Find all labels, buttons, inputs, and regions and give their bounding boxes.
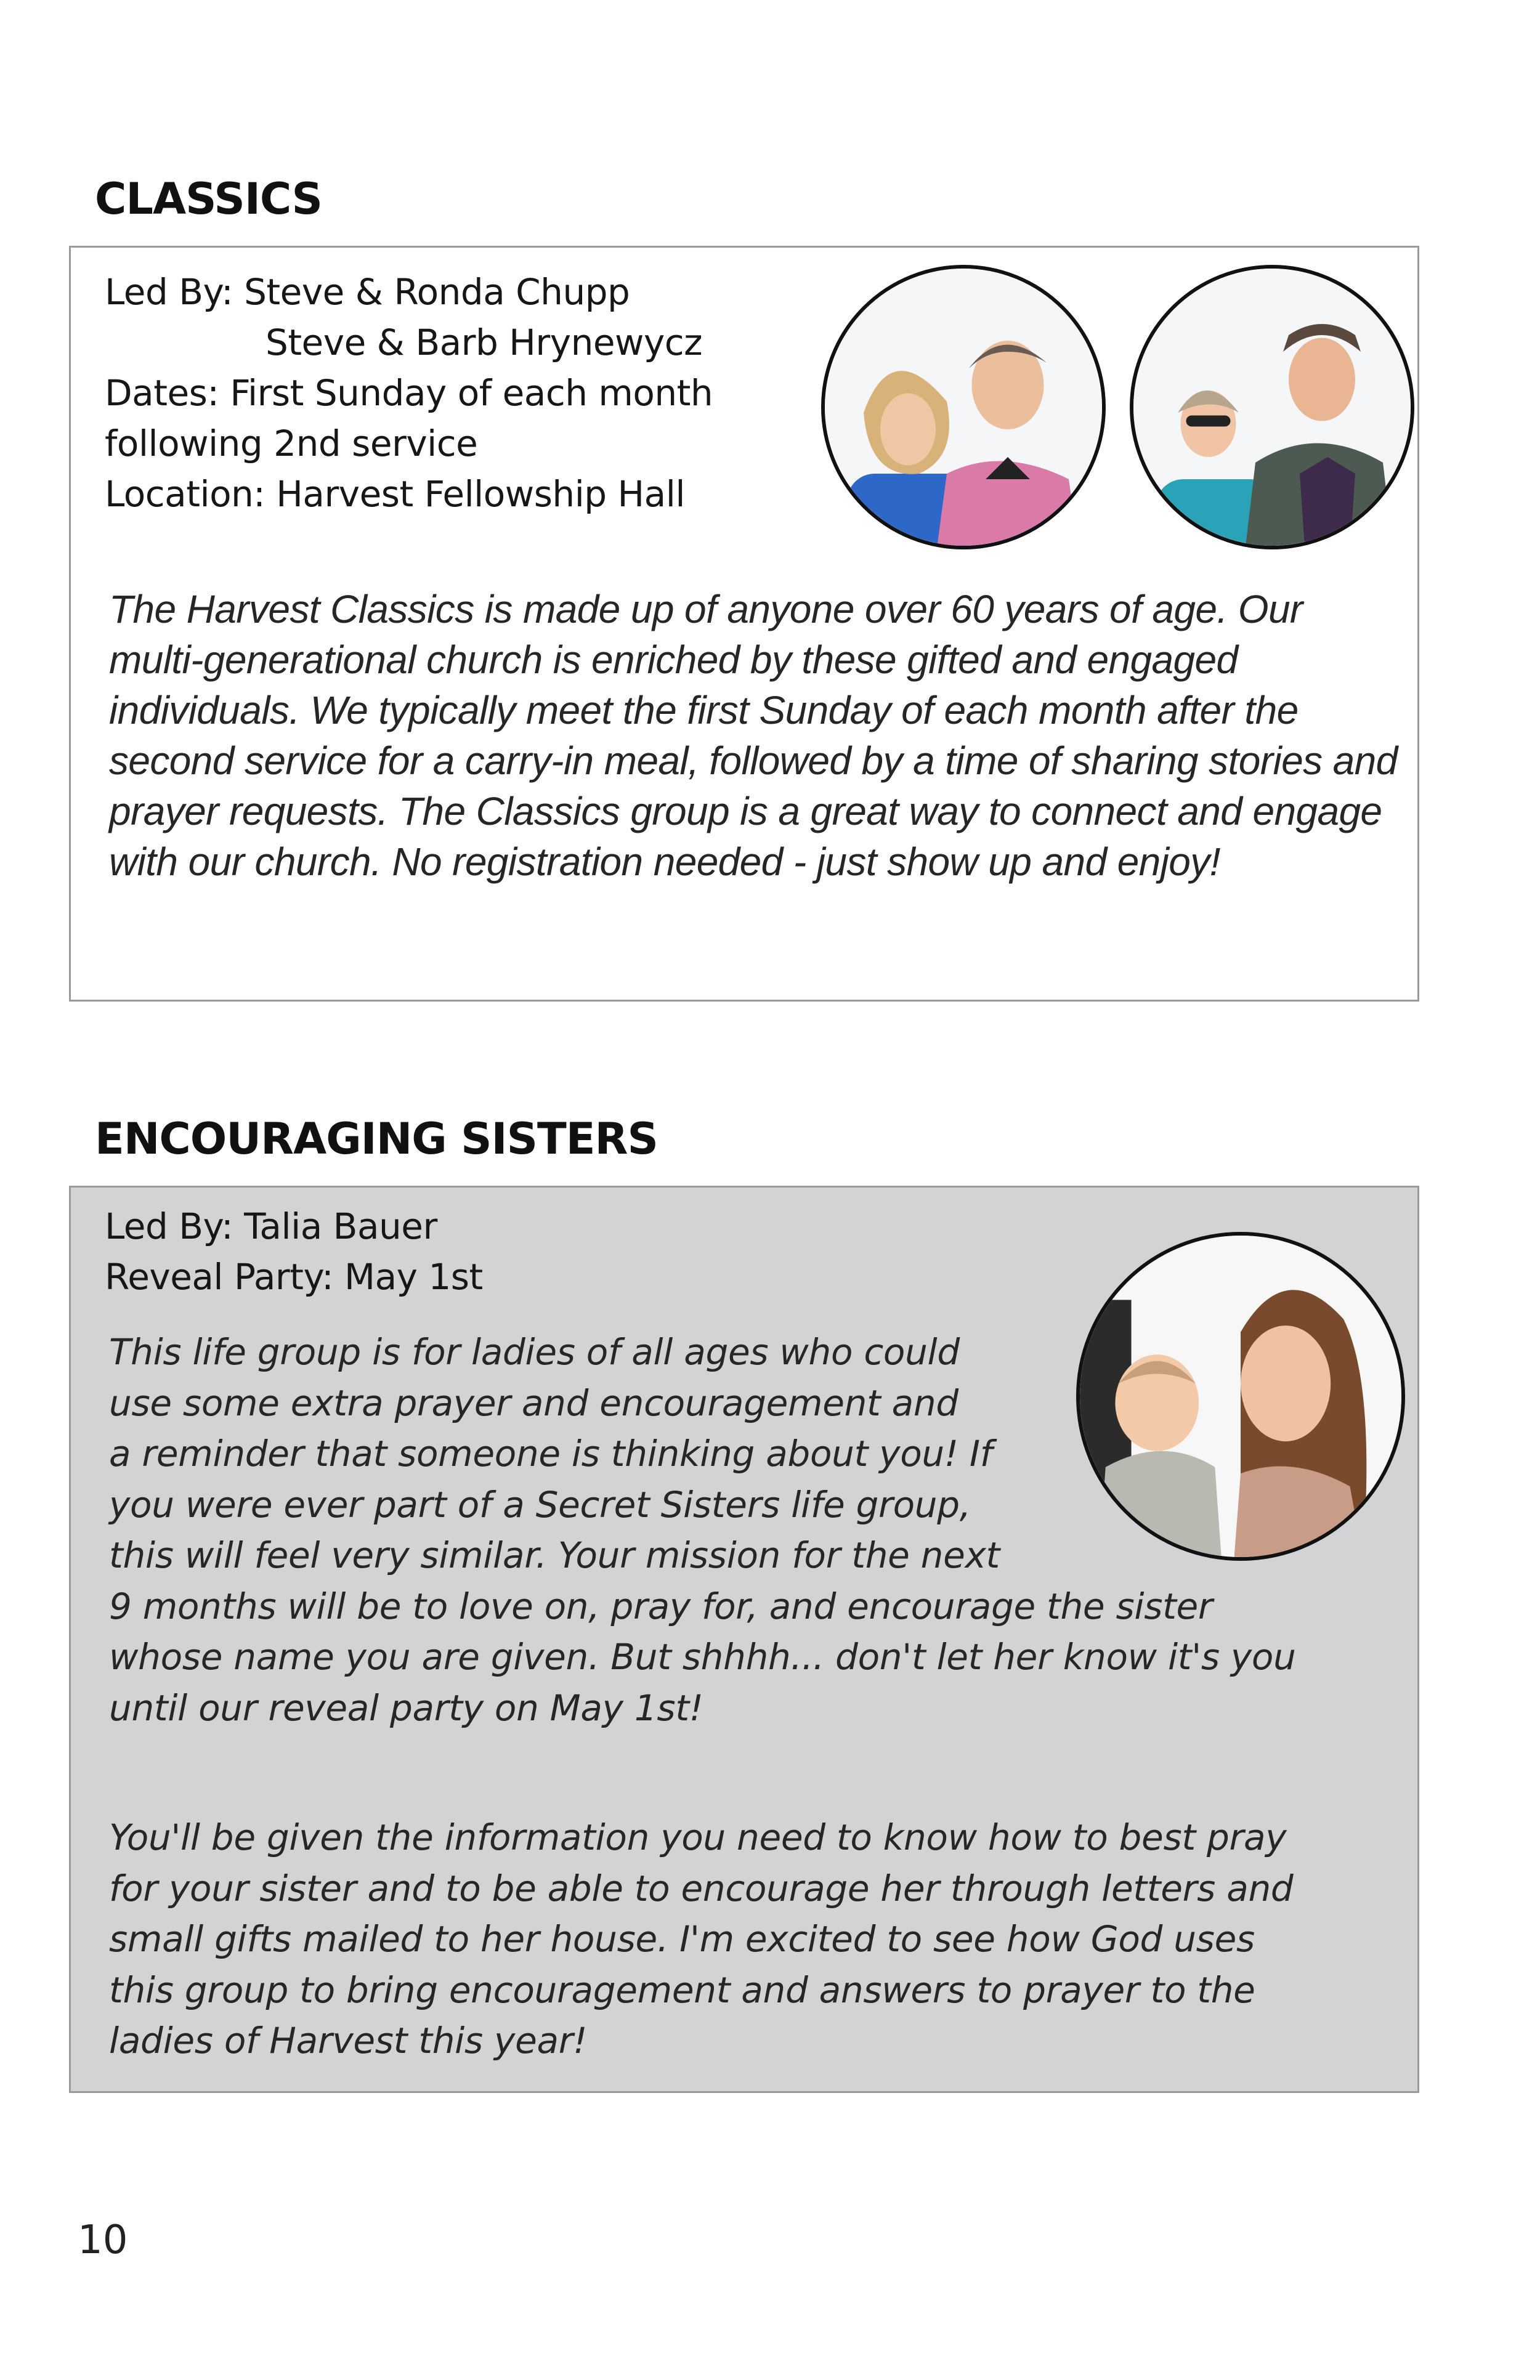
- page-number: 10: [78, 2217, 128, 2263]
- classics-led-by: Led By: Steve & Ronda Chupp: [105, 271, 630, 313]
- sisters-paragraph-2-line: this group to bring encouragement and answers to prayer to the: [109, 1969, 1255, 2011]
- encouraging-sisters-card: [69, 1186, 1419, 2093]
- sisters-paragraph-2-line: small gifts mailed to her house. I'm excited to see how God uses: [109, 1918, 1255, 1960]
- sisters-paragraph-1-line: until our reveal party on May 1st!: [109, 1686, 703, 1729]
- classics-heading: CLASSICS: [95, 174, 322, 224]
- sisters-paragraph-1-line: use some extra prayer and encouragement and: [109, 1382, 958, 1424]
- encouraging-sisters-heading: ENCOURAGING SISTERS: [95, 1114, 658, 1164]
- sisters-paragraph-1-line: you were ever part of a Secret Sisters life group,: [109, 1483, 971, 1526]
- sisters-paragraph-2: [109, 1812, 1293, 2066]
- classics-leaders-photo-2: [1130, 265, 1414, 549]
- sisters-paragraph-1-line: this will feel very similar. Your mission for the next: [109, 1534, 1000, 1576]
- sisters-reveal-party: Reveal Party: May 1st: [105, 1256, 483, 1298]
- sisters-paragraph-1: [109, 1327, 1296, 1733]
- classics-description: The Harvest Classics is made up of anyone over 60 years of age. Our multi-generational church is enriched by these gifted and engaged individuals. We typically meet the first Sunday of each month after the second service for a carry-in meal, followed by a time of sharing stories and prayer requests. The Classics group is a great way to connect and engage with our church. No registration needed - just show up and enjoy!: [109, 587, 1398, 884]
- sisters-paragraph-2-line: You'll be given the information you need to know how to best pray: [109, 1816, 1287, 1858]
- sisters-paragraph-1-line: 9 months will be to love on, pray for, and encourage the sister: [109, 1585, 1213, 1627]
- sisters-led-by: Led By: Talia Bauer: [105, 1205, 437, 1247]
- sisters-paragraph-2-line: ladies of Harvest this year!: [109, 2020, 588, 2062]
- sisters-paragraph-1-line: This life group is for ladies of all ages who could: [109, 1331, 960, 1373]
- sisters-paragraph-2-line: for your sister and to be able to encourage her through letters and: [109, 1867, 1294, 1909]
- classics-dates: Dates: First Sunday of each month: [105, 372, 713, 414]
- sisters-paragraph-1-line: whose name you are given. But shhhh... don't let her know it's you: [109, 1636, 1296, 1678]
- classics-dates-continued: following 2nd service: [105, 423, 478, 464]
- classics-led-by-second: Steve & Barb Hrynewycz: [265, 322, 703, 363]
- classics-leaders-photo-1: [821, 265, 1106, 549]
- sisters-paragraph-1-line: a reminder that someone is thinking about you! If: [109, 1433, 992, 1475]
- classics-location: Location: Harvest Fellowship Hall: [105, 473, 685, 515]
- classics-card: [69, 246, 1419, 1002]
